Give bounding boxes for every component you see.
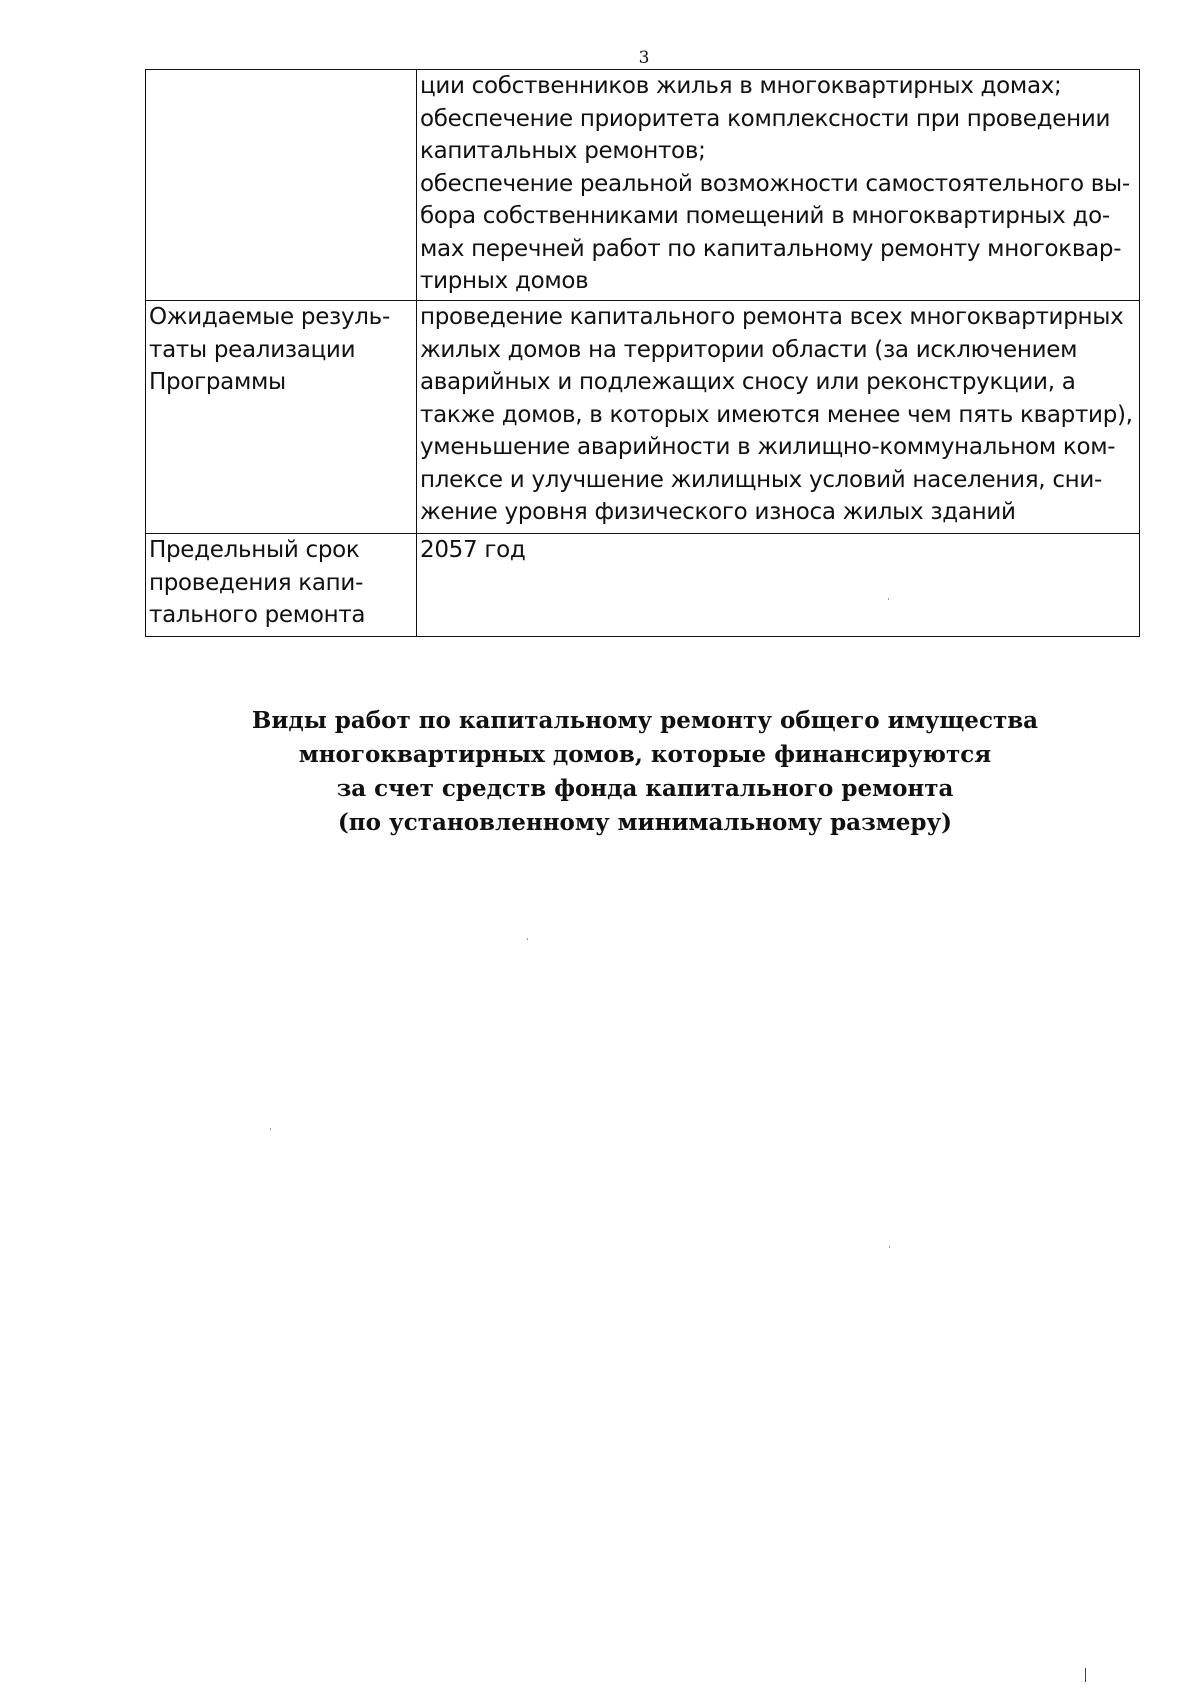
scan-speck [527, 938, 528, 940]
row-value-cell: ции собственников жилья в многоквартирных домах; обеспечение приоритета комплексности при проведении капитальных ремонтов; обеспечение реальной возможности самостоятельного вы- бора собственниками помещений в многоквартирных до- мах перечней работ по капитальному ремонту многоквар- тирных домов [417, 70, 1140, 301]
table-row [146, 70, 1140, 301]
table-row [146, 534, 1140, 637]
program-passport-table [145, 69, 1140, 637]
page-number: 3 [638, 48, 650, 68]
row-value-cell: проведение капитального ремонта всех многоквартирных жилых домов на территории области (за исключением аварийных и подлежащих сносу или реконструкции, а также домов, в которых имеются менее чем пять квартир), уменьшение аварийности в жилищно-коммунальном ком- плексе и улучшение жилищных условий населения, сни- жение уровня физического износа жилых зданий [417, 301, 1140, 534]
section-heading: Виды работ по капитальному ремонту общего имущества многоквартирных домов, которые финансируются за счет средств фонда капитального ремонта (по установленному минимальному размеру) [251, 707, 1039, 836]
row-label-cell [146, 70, 417, 301]
row-value-cell: 2057 год [417, 534, 1140, 637]
row-label-cell: Ожидаемые резуль- таты реализации Программы [146, 301, 417, 534]
scan-speck [270, 1128, 271, 1130]
table-row [146, 301, 1140, 534]
scan-speck [1085, 1668, 1086, 1682]
scan-speck [889, 1246, 890, 1248]
scan-speck [888, 598, 889, 600]
row-label-cell: Предельный срок проведения капи- тального ремонта [146, 534, 417, 637]
